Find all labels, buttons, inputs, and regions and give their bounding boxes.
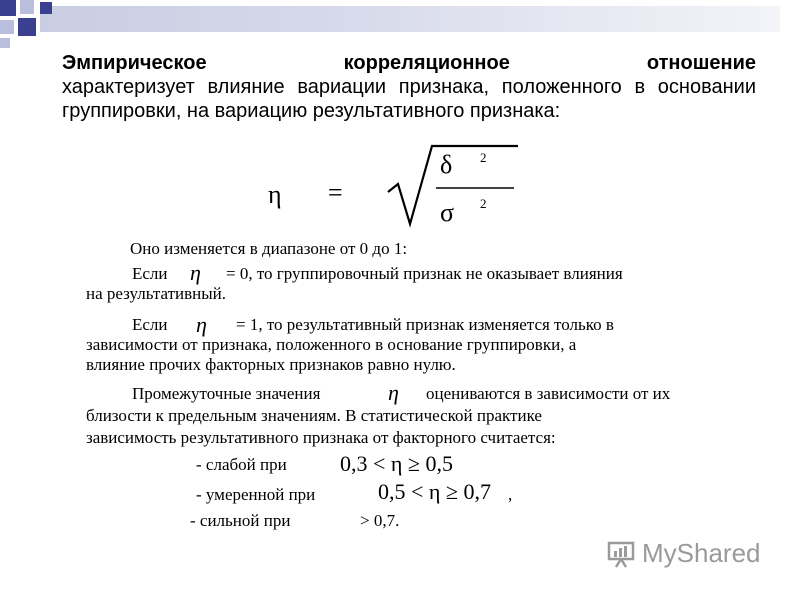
formula-eta: η: [268, 180, 282, 209]
slide-title: [62, 52, 756, 75]
decor-square-2: [20, 0, 34, 14]
intermediate-cont1: близости к предельным значениям. В статистической практике: [86, 406, 542, 425]
level-moderate-trail: ,: [508, 485, 513, 504]
case1-cont2: влияние прочих факторных признаков равно нулю.: [86, 355, 456, 374]
formula-equals: =: [328, 178, 343, 207]
level-strong-label: - сильной при: [190, 511, 291, 530]
decor-square-6: [0, 38, 10, 48]
formula-numerator-power: 2: [480, 150, 487, 165]
level-moderate-math: 0,5 < η ≥ 0,7: [378, 479, 491, 504]
watermark-text: MyShared: [642, 538, 761, 568]
decor-square-1: [0, 0, 16, 16]
watermark: [606, 538, 761, 569]
intermediate-suffix: оцениваются в зависимости от их: [426, 384, 671, 403]
case0-suffix: = 0, то группировочный признак не оказывает влияния: [226, 264, 623, 283]
decor-square-4: [18, 18, 36, 36]
formula-denominator-power: 2: [480, 196, 487, 211]
case0-eta: η: [190, 260, 201, 285]
title-word-1: Эмпирическое: [62, 52, 207, 74]
intermediate-prefix: Промежуточные значения: [132, 384, 321, 403]
case1-eta: η: [196, 312, 207, 337]
sqrt-symbol: [386, 140, 526, 230]
presentation-board-icon: [606, 539, 636, 569]
intermediate-cont2: зависимость результативного признака от факторного считается:: [86, 428, 556, 447]
formula-numerator: δ: [440, 150, 453, 179]
case0-cont: на результативный.: [86, 284, 227, 303]
range-line: Оно изменяется в диапазоне от 0 до 1:: [130, 239, 408, 258]
level-strong-math: > 0,7.: [360, 511, 400, 530]
decor-square-5: [40, 2, 52, 14]
decor-square-3: [0, 20, 14, 34]
header-gradient-bar: [40, 6, 780, 32]
title-word-3: отношение: [646, 52, 756, 74]
level-weak-math: 0,3 < η ≥ 0,5: [340, 451, 453, 476]
case1-suffix: = 1, то результативный признак изменяется только в: [236, 315, 614, 334]
case1-cont1: зависимости от признака, положенного в основание группировки, а: [86, 335, 577, 354]
formula-denominator: σ: [440, 198, 455, 227]
intro-text: характеризует влияние вариации признака, положенного в основании группировки, на вариацию результативного признака:: [62, 76, 756, 122]
title-word-2: корреляционное: [343, 52, 510, 74]
intermediate-eta: η: [388, 380, 399, 405]
level-moderate-label: - умеренной при: [196, 485, 316, 504]
level-weak-label: - слабой при: [196, 455, 287, 474]
case1-prefix: Если: [132, 315, 168, 334]
case0-prefix: Если: [132, 264, 168, 283]
